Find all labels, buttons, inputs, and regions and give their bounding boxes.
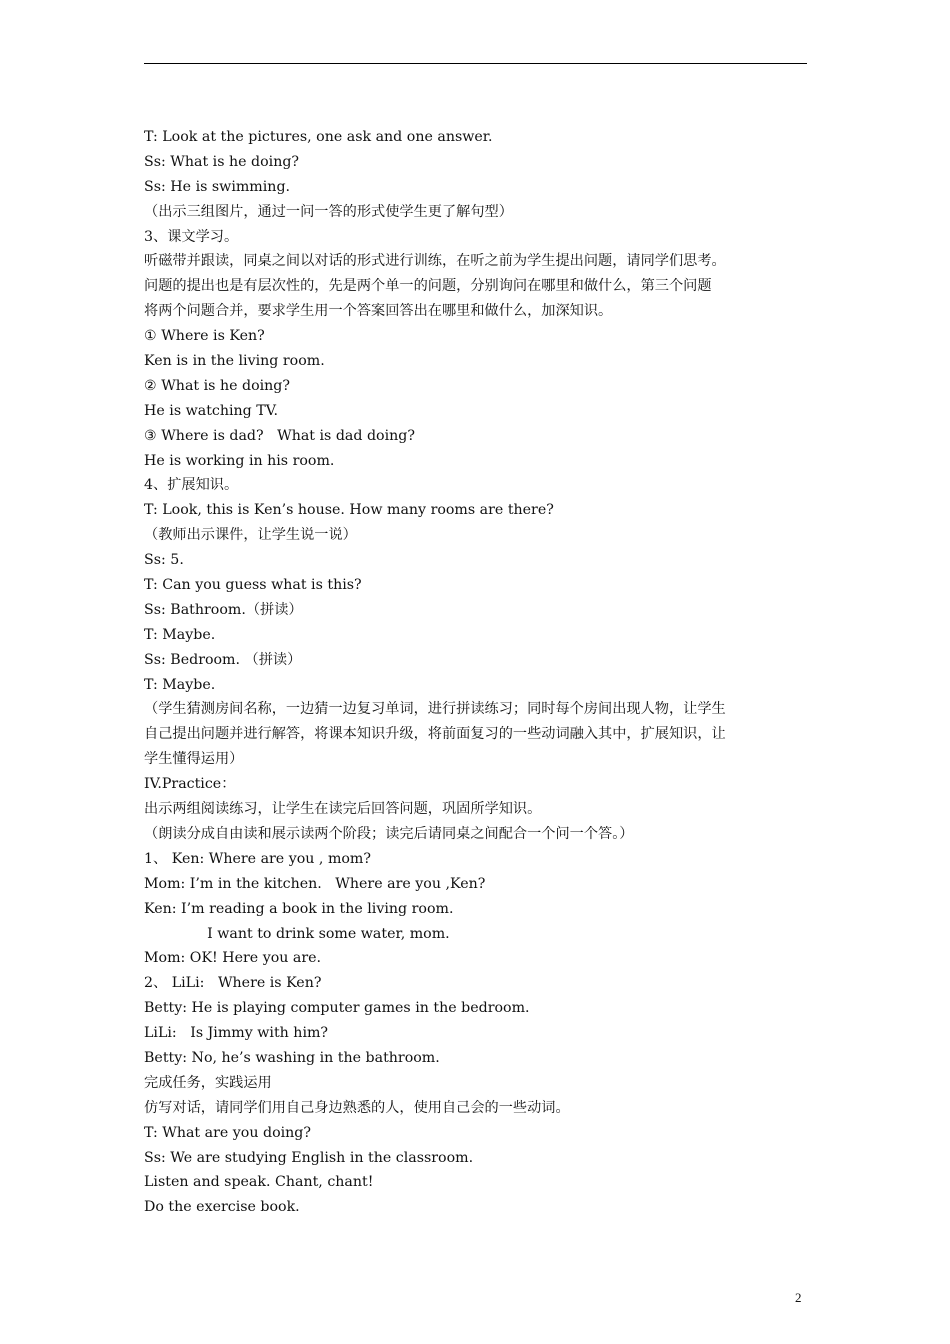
text-line: Ss: What is he doing? xyxy=(144,153,300,170)
text-line: Ss: He is swimming. xyxy=(144,178,291,195)
text-line: ③ Where is dad? What is dad doing? xyxy=(144,427,415,444)
text-line: 出示两组阅读练习，让学生在读完后回答问题，巩固所学知识。 xyxy=(144,801,542,818)
text-line: I want to drink some water, mom. xyxy=(144,925,450,942)
text-line: Ken: I’m reading a book in the living room. xyxy=(144,900,454,917)
text-line: Ken is in the living room. xyxy=(144,353,325,370)
text-line: 听磁带并跟读，同桌之间以对话的形式进行训练，在听之前为学生提出问题，请同学们思考。 xyxy=(144,253,726,270)
text-line: T: Maybe. xyxy=(144,626,216,643)
text-line: T: What are you doing? xyxy=(144,1124,311,1141)
text-line: Betty: No, he’s washing in the bathroom. xyxy=(144,1049,440,1066)
text-line: He is watching TV. xyxy=(144,402,278,419)
text-line: He is working in his room. xyxy=(144,452,335,469)
text-line: Mom: I’m in the kitchen. Where are you ,Ken? xyxy=(144,875,486,892)
text-line: 1、 Ken: Where are you , mom? xyxy=(144,850,371,867)
text-line: ① Where is Ken? xyxy=(144,328,265,345)
header-rule xyxy=(144,63,807,64)
section-heading: 3、课文学习。 xyxy=(144,228,239,245)
text-line: T: Maybe. xyxy=(144,676,216,693)
text-line: （出示三组图片，通过一问一答的形式使学生更了解句型） xyxy=(144,203,513,220)
text-line: T: Look at the pictures, one ask and one answer. xyxy=(144,129,493,145)
text-line: T: Look, this is Ken’s house. How many rooms are there? xyxy=(144,502,554,519)
text-line: Ss: We are studying English in the classroom. xyxy=(144,1149,474,1166)
document-body xyxy=(144,125,812,1220)
text-line: （教师出示课件，让学生说一说） xyxy=(144,527,357,544)
section-heading: 4、扩展知识。 xyxy=(144,477,239,494)
text-line: 问题的提出也是有层次性的，先是两个单一的问题，分别询问在哪里和做什么，第三个问题 xyxy=(144,278,712,295)
text-line: 仿写对话，请同学们用自己身边熟悉的人，使用自己会的一些动词。 xyxy=(144,1099,570,1116)
section-heading: IV.Practice： xyxy=(144,776,236,793)
text-line: Ss: Bedroom. （拼读） xyxy=(144,651,302,668)
page-number: 2 xyxy=(795,1290,802,1305)
text-line: Ss: Bathroom.（拼读） xyxy=(144,601,303,618)
text-line: Do the exercise book. xyxy=(144,1199,300,1216)
text-line: LiLi: Is Jimmy with him? xyxy=(144,1025,329,1042)
text-line: 将两个问题合并，要求学生用一个答案回答出在哪里和做什么，加深知识。 xyxy=(144,303,613,320)
section-heading: 完成任务，实践运用 xyxy=(144,1074,272,1091)
text-line: （朗读分成自由读和展示读两个阶段；读完后请同桌之间配合一个问一个答。） xyxy=(144,825,634,842)
text-line: （学生猜测房间名称，一边猜一边复习单词，进行拼读练习；同时每个房间出现人物，让学生 xyxy=(144,701,726,718)
text-line: Betty: He is playing computer games in the bedroom. xyxy=(144,1000,530,1017)
text-line: ② What is he doing? xyxy=(144,377,290,394)
text-line: Mom: OK! Here you are. xyxy=(144,950,322,967)
text-line: Ss: 5. xyxy=(144,552,184,569)
text-line: 自己提出问题并进行解答，将课本知识升级，将前面复习的一些动词融入其中，扩展知识，让 xyxy=(144,726,726,743)
text-line: 学生懂得运用） xyxy=(144,751,244,768)
text-line: Listen and speak. Chant, chant! xyxy=(144,1174,374,1191)
text-line: T: Can you guess what is this? xyxy=(144,577,362,594)
text-line: 2、 LiLi: Where is Ken? xyxy=(144,975,322,992)
